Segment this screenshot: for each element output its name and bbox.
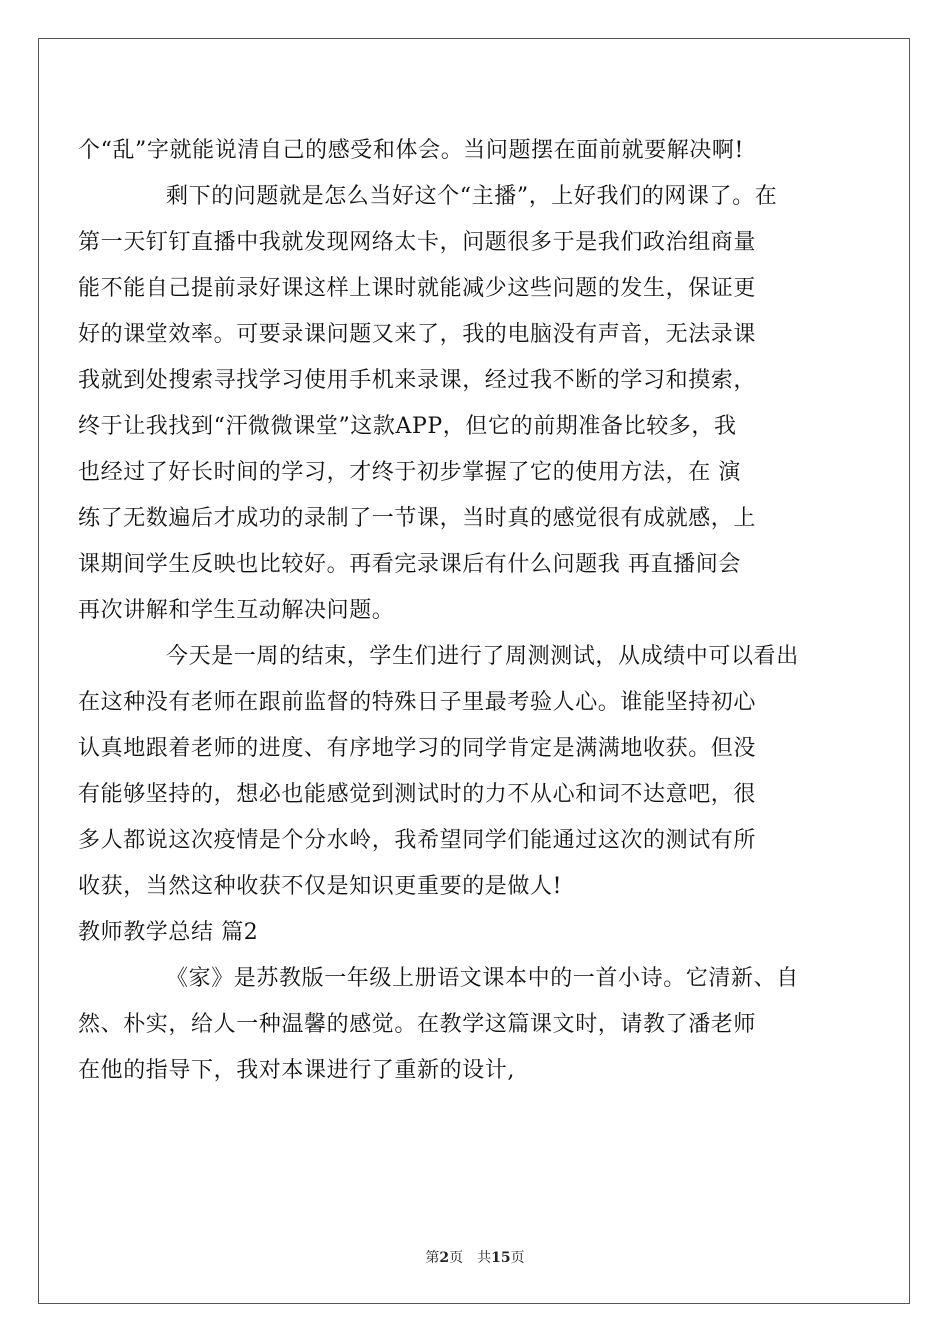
text-line: 认真地跟着老师的进度、有序地学习的同学肯定是满满地收获。但没	[78, 736, 757, 761]
section-heading: 教师教学总结 篇2	[78, 920, 259, 945]
text-line: 多人都说这次疫情是个分水岭，我希望同学们能通过这次的测试有所	[78, 828, 757, 853]
footer-page-current: 2	[439, 1250, 450, 1266]
footer-total-unit: 页	[510, 1250, 525, 1266]
text-line: 能不能自己提前录好课这样上课时就能减少这些问题的发生，保证更	[78, 276, 757, 301]
text-line: 好的课堂效率。可要录课问题又来了，我的电脑没有声音，无法录课	[78, 322, 757, 347]
text-line: 然、朴实，给人一种温馨的感觉。在教学这篇课文时，请教了潘老师	[78, 1012, 757, 1037]
text-line: 终于让我找到“汗微微课堂”这款APP，但它的前期准备比较多，我	[78, 414, 737, 439]
page-footer	[0, 1247, 950, 1267]
text-line: 在他的指导下，我对本课进行了重新的设计,	[78, 1058, 515, 1083]
text-line: 第一天钉钉直播中我就发现网络太卡，问题很多于是我们政治组商量	[78, 230, 757, 255]
footer-total-prefix: 共	[477, 1250, 492, 1266]
text-line: 收获，当然这种收获不仅是知识更重要的是做人!	[78, 874, 563, 899]
document-body	[78, 128, 878, 1094]
text-line: 在这种没有老师在跟前监督的特殊日子里最考验人心。谁能坚持初心	[78, 690, 757, 715]
text-line: 再次讲解和学生互动解决问题。	[78, 598, 395, 623]
text-line: 课期间学生反映也比较好。再看完录课后有什么问题我 再直播间会	[78, 552, 741, 577]
text-line: 我就到处搜索寻找学习使用手机来录课，经过我不断的学习和摸索，	[78, 368, 757, 393]
text-line: 也经过了好长时间的学习，才终于初步掌握了它的使用方法，在 演	[78, 460, 741, 485]
text-line: 个“乱”字就能说清自己的感受和体会。当问题摆在面前就要解决啊!	[78, 138, 744, 163]
footer-page-total: 15	[491, 1250, 511, 1266]
text-line: 《家》是苏教版一年级上册语文课本中的一首小诗。它清新、自	[166, 966, 799, 991]
text-line: 今天是一周的结束，学生们进行了周测测试，从成绩中可以看出	[166, 644, 799, 669]
text-line: 有能够坚持的，想必也能感觉到测试时的力不从心和词不达意吧，很	[78, 782, 757, 807]
text-line: 练了无数遍后才成功的录制了一节课，当时真的感觉很有成就感，上	[78, 506, 757, 531]
text-line: 剩下的问题就是怎么当好这个“主播”，上好我们的网课了。在	[166, 184, 778, 209]
footer-page-prefix: 第	[425, 1250, 440, 1266]
footer-page-unit: 页	[449, 1250, 464, 1266]
